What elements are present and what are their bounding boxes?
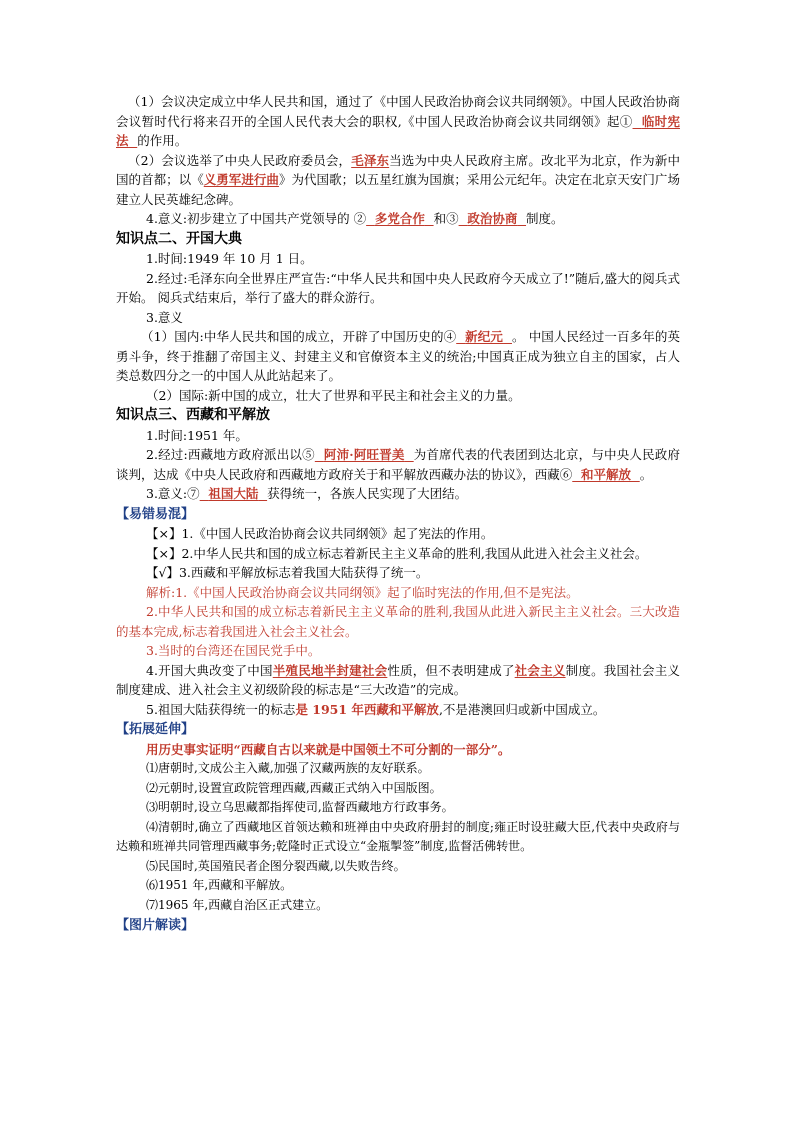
answer-blank-1: 临时宪法 — [116, 113, 680, 148]
chairman-name: 毛泽东 — [351, 152, 390, 168]
tibet-process: 2.经过:西藏地方政府派出以⑤ 阿沛·阿旺晋美 为首席代表的代表团到达北京，与中央人民政府谈判，达成《中央人民政府和西藏地方政府关于和平解放西藏办法的协议》，西藏⑥ 和平解放 。 — [116, 447, 680, 482]
extension-heading: 【拓展延伸】 — [116, 722, 195, 737]
error-item-2: 【×】2.中华人民共和国的成立标志着新民主主义革命的胜利,我国从此进入社会主义社会。 — [146, 545, 648, 561]
significance-paragraph: 4.意义:初步建立了中国共产党领导的 ② 多党合作 和③ 政治协商 制度。 — [146, 211, 564, 226]
answer-blank-4: 新纪元 — [465, 329, 504, 344]
ceremony-time: 1.时间:1949 年 10 月 1 日。 — [146, 251, 313, 266]
note-4-highlight-2: 社会主义 — [514, 662, 566, 678]
explanation-3: 3.当时的台湾还在国民党手中。 — [146, 643, 321, 658]
answer-blank-5: 阿沛·阿旺晋美 — [323, 447, 405, 462]
pictures-heading: 【图片解读】 — [116, 918, 195, 933]
extension-item: ⑸民国时,英国殖民者企图分裂西藏,以失败告终。 — [146, 858, 406, 873]
ceremony-process: 2.经过:毛泽东向全世界庄严宣告:“中华人民共和国中央人民政府今天成立了!”随后,盛大的阅兵式开始。 阅兵式结束后，举行了盛大的群众游行。 — [116, 270, 680, 305]
extension-item: ⑶明朝时,设立乌思藏都指挥使司,监督西藏地方行政事务。 — [146, 800, 454, 814]
meeting-outcome-paragraph: （1）会议决定成立中华人民共和国，通过了《中国人民政治协商会议共同纲领》。中国人民政治协商会议暂时代行将来召开的全国人民代表大会的职权,《中国人民政治协商会议共同纲领》起① 临时宪法 的作用。 — [116, 94, 680, 148]
anthem-name: 义勇军进行曲 — [203, 172, 279, 187]
ceremony-domestic-meaning: （1）国内:中华人民共和国的成立，开辟了中国历史的④ 新纪元 。 中国人民经过一百多年的英勇斗争，终于推翻了帝国主义、封建主义和官僚资本主义的统治;中国真正成为独立自主的国家，占人类总数四分之一的中国人从此站起来了。 — [116, 329, 680, 383]
error-item-1: 【×】1.《中国人民政治协商会议共同纲领》起了宪法的作用。 — [146, 526, 494, 541]
ceremony-meaning-label: 3.意义 — [146, 309, 183, 325]
ceremony-international-meaning: （2）国际:新中国的成立，壮大了世界和平民主和社会主义的力量。 — [146, 387, 521, 403]
extension-item: ⑷清朝时,确立了西藏地区首领达赖和班禅由中央政府册封的制度;雍正时设驻藏大臣,代表中央政府与达赖和班禅共同管理西藏事务;乾隆时正式设立“金瓶掣签”制度,监督活佛转世。 — [116, 819, 680, 853]
tibet-time: 1.时间:1951 年。 — [146, 427, 248, 443]
section-heading-tibet: 知识点三、西藏和平解放 — [116, 407, 270, 423]
errors-heading: 【易错易混】 — [116, 506, 195, 522]
extension-item: ⑹1951 年,西藏和平解放。 — [146, 878, 293, 892]
election-paragraph: （2）会议选举了中央人民政府委员会，毛泽东当选为中央人民政府主席。改北平为北京，作为新中国的首都；以《义勇军进行曲》为代国歌；以五星红旗为国旗；采用公元纪年。决定在北京天安门广场建立人民英雄纪念碑。 — [116, 152, 680, 207]
extension-item: ⑵元朝时,设置宣政院管理西藏,西藏正式纳入中国版图。 — [146, 780, 442, 795]
note-5: 5.祖国大陆获得统一的标志是 1951 年西藏和平解放,不是港澳回归或新中国成立。 — [146, 701, 606, 717]
note-4-highlight-1: 半殖民地半封建社会 — [272, 662, 388, 678]
section-heading-founding-ceremony: 知识点二、开国大典 — [116, 230, 242, 247]
extension-question: 用历史事实证明“西藏自古以来就是中国领土不可分割的一部分”。 — [146, 741, 511, 757]
note-4: 4.开国大典改变了中国半殖民地半封建社会性质，但不表明建成了社会主义制度。我国社会主义制度建成、进入社会主义初级阶段的标志是“三大改造”的完成。 — [116, 662, 680, 697]
answer-blank-3: 政治协商 — [467, 211, 518, 226]
explanation-2: 2.中华人民共和国的成立标志着新民主主义革命的胜利,我国从此进入新民主主义社会。三大改造的基本完成,标志着我国进入社会主义社会。 — [116, 604, 680, 639]
document-page — [116, 92, 680, 936]
answer-blank-2: 多党合作 — [374, 211, 425, 226]
extension-item: ⑴唐朝时,文成公主入藏,加强了汉藏两族的友好联系。 — [146, 761, 430, 775]
error-item-3: 【√】3.西藏和平解放标志着我国大陆获得了统一。 — [146, 565, 429, 580]
tibet-meaning: 3.意义:⑦ 祖国大陆 获得统一，各族人民实现了大团结。 — [146, 486, 468, 501]
explanation-1: 解析:1.《中国人民政治协商会议共同纲领》起了临时宪法的作用,但不是宪法。 — [146, 584, 579, 600]
answer-blank-7: 祖国大陆 — [208, 486, 259, 501]
note-5-highlight: 是 1951 年西藏和平解放 — [295, 701, 439, 717]
extension-item: ⑺1965 年,西藏自治区正式建立。 — [146, 897, 329, 912]
answer-blank-6: 和平解放 — [580, 466, 631, 482]
